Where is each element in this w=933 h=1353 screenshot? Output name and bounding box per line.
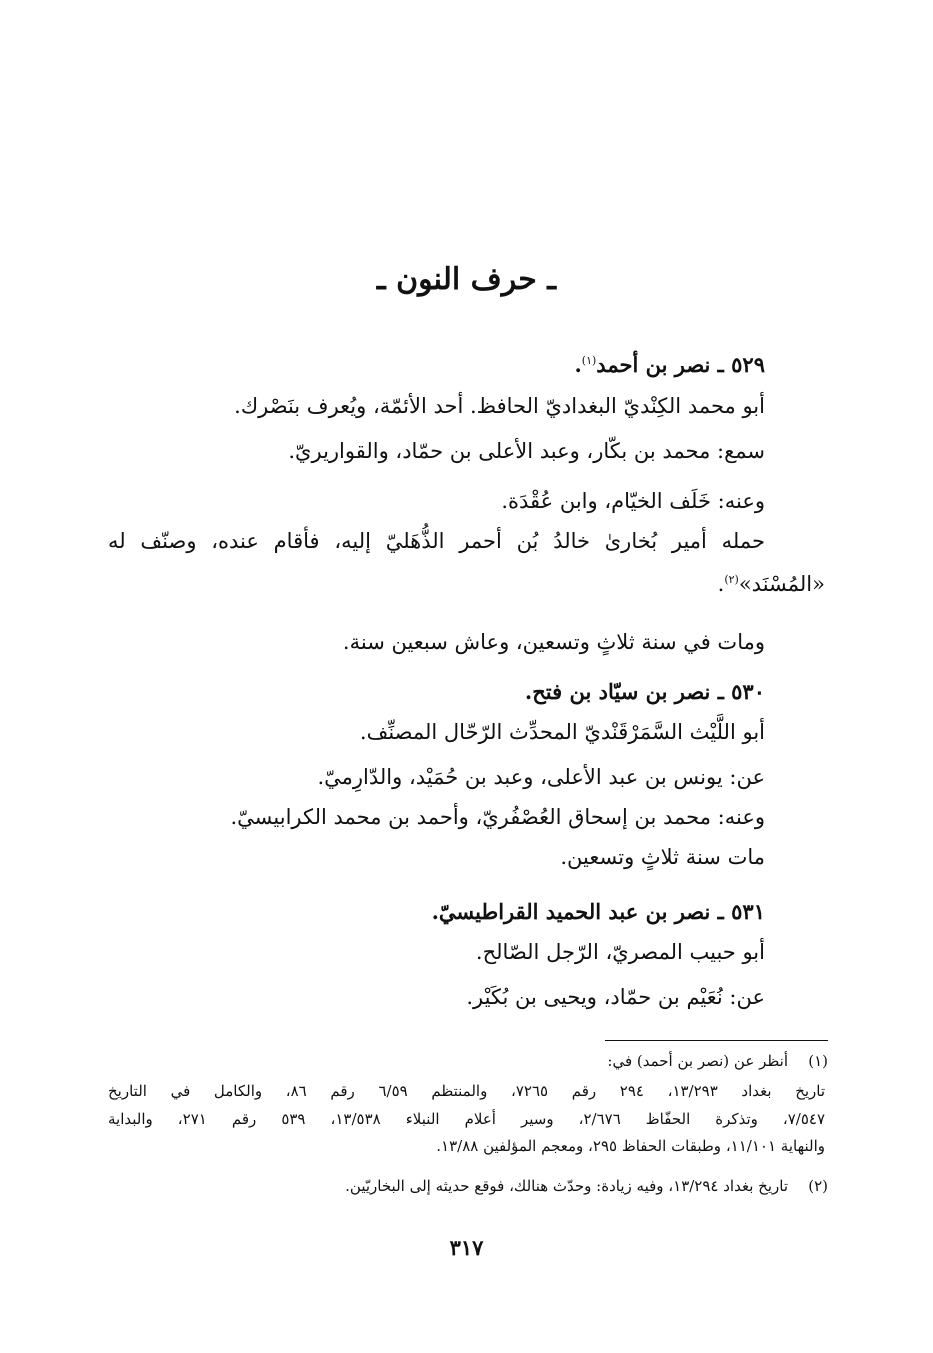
entry-529-heading xyxy=(574,347,765,379)
entry-530-line-1: أبو اللَّيْث السَّمَرْقَنْديّ المحدِّث الرّحّال المصنِّف. xyxy=(359,720,765,744)
footnote-2-number: (٢) xyxy=(808,1177,828,1195)
entry-529-line-5-end: . xyxy=(717,572,725,596)
entry-530-heading: ٥٣٠ ـ نصر بن سيّاد بن فتح. xyxy=(524,679,765,704)
footnote-1-line-4: والنهاية ١١/١٠١، وطبقات الحفاظ ٢٩٥، ومعجم المؤلفين ١٣/٨٨. xyxy=(436,1137,825,1155)
entry-531-heading: ٥٣١ ـ نصر بن عبد الحميد القراطيسيّ. xyxy=(431,899,765,924)
footnote-1-number: (١) xyxy=(808,1052,828,1070)
section-title: ـ حرف النون ـ xyxy=(376,262,557,297)
entry-530-line-2: عن: يونس بن عبد الأعلى، وعبد بن حُمَيْد، والدّارِميّ. xyxy=(317,765,765,789)
footnote-1-line-1 xyxy=(108,1050,828,1073)
footnote-divider xyxy=(605,1040,828,1041)
entry-529-line-1: أبو محمد الكِنْديّ البغداديّ الحافظ. أحد الأئمّة، ويُعرف بنَصْرك. xyxy=(234,394,765,418)
entry-531-line-2: عن: نُعَيْم بن حمّاد، ويحيى بن بُكَيْر. xyxy=(466,985,765,1009)
musnad-title: «المُسْنَد» xyxy=(738,572,825,596)
footnote-1-text-1: أنظر عن (نصر بن أحمد) في: xyxy=(607,1052,788,1070)
footnote-2-text-1: تاريخ بغداد ١٣/٢٩٤، وفيه زيادة: وحدّث هنالك، فوقع حديثه إلى البخاريّين. xyxy=(345,1177,788,1195)
entry-530-line-3: وعنه: محمد بن إسحاق العُصْفُريّ، وأحمد بن محمد الكرابيسيّ. xyxy=(230,805,765,829)
footnote-1-line-3: ٧/٥٤٧، وتذكرة الحفّاظ ٢/٦٧٦، وسير أعلام النبلاء ١٣/٥٣٨، ٥٣٩ رقم ٢٧١، والبداية xyxy=(108,1110,826,1128)
entry-529-line-6: ومات في سنة ثلاثٍ وتسعين، وعاش سبعين سنة. xyxy=(342,630,765,654)
page-number: ٣١٧ xyxy=(449,1235,484,1260)
entry-529-heading-end: . xyxy=(574,352,582,377)
footnote-ref-1[interactable]: (١) xyxy=(581,354,597,367)
footnote-2-line-1 xyxy=(108,1175,828,1198)
entry-531-line-1: أبو حبيب المصريّ، الرّجل الصّالح. xyxy=(475,940,765,964)
entry-529-heading-text: ٥٢٩ ـ نصر بن أحمد xyxy=(596,352,765,377)
entry-529-line-3: وعنه: خَلَف الخيّام، وابن عُقْدَة. xyxy=(501,489,765,513)
footnote-1-line-2: تاريخ بغداد ١٣/٢٩٣، ٢٩٤ رقم ٧٢٦٥، والمنتظم ٦/٥٩ رقم ٨٦، والكامل في التاريخ xyxy=(108,1082,826,1100)
entry-529-line-4: حمله أمير بُخارىٰ خالدُ بُن أحمر الذُّهَليّ إليه، فأقام عنده، وصنّف له xyxy=(108,529,765,553)
footnote-ref-2[interactable]: (٢) xyxy=(724,573,739,586)
entry-530-line-4: مات سنة ثلاثٍ وتسعين. xyxy=(560,845,765,869)
entry-529-line-2: سمع: محمد بن بكّار، وعبد الأعلى بن حمّاد، والقواريريّ. xyxy=(288,439,765,463)
entry-529-line-5 xyxy=(718,566,825,598)
